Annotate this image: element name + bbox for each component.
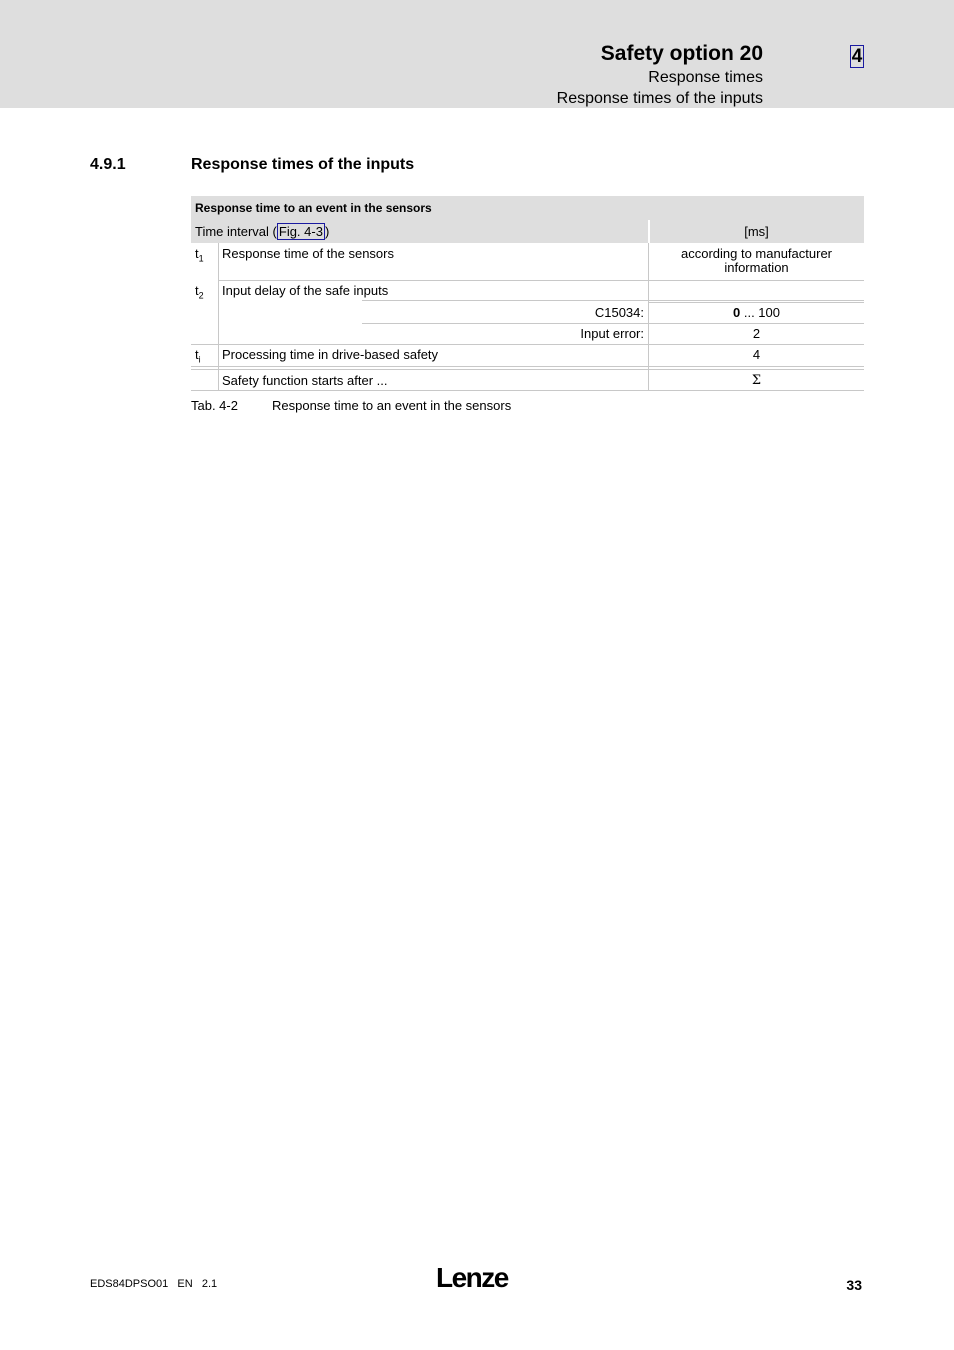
subrow-label-input-error: Input error: — [580, 326, 644, 341]
row-value-sensor-response-2: information — [724, 260, 789, 275]
row-label-sensor-response: Response time of the sensors — [222, 246, 394, 261]
header-subtitle: Response times — [648, 69, 763, 86]
row-value-processing-time: 4 — [752, 347, 761, 362]
subrow-value-input-error: 2 — [752, 326, 761, 341]
row-value-sum: Σ — [751, 373, 762, 388]
symbol-t1: $t_1$ — [195, 246, 204, 264]
fig-4-3-link[interactable]: Fig. 4-3 — [278, 224, 323, 239]
header-title: Safety option 20 — [600, 42, 763, 65]
table-title: Response time to an event in the sensors — [195, 201, 432, 215]
section-title: Response times of the inputs — [191, 156, 415, 173]
column-header-time-interval: Time interval ( Fig. 4-3 ) — [195, 224, 330, 239]
row-value-sensor-response-1: according to manufacturer — [680, 246, 833, 261]
page-number: 33 — [846, 1277, 862, 1293]
symbol-ti: $t_i$ — [195, 347, 201, 365]
chapter-link[interactable]: 4 — [851, 46, 863, 67]
subrow-label-c15034: C15034: — [594, 305, 644, 320]
table-caption-text: Response time to an event in the sensors — [272, 398, 512, 413]
section-number: 4.9.1 — [90, 156, 126, 173]
column-header-unit: [ms] — [744, 224, 769, 239]
table-caption-label: Tab. 4-2 — [191, 398, 238, 413]
subrow-value-c15034: 0 ... 100 — [733, 305, 780, 320]
row-label-safety-function-start: Safety function starts after ... — [222, 373, 388, 388]
page-header-band — [0, 0, 954, 108]
footer-doc-id: EDS84DPSO01 EN 2.1 — [90, 1278, 218, 1290]
symbol-t2: $t_2$ — [195, 283, 204, 301]
lenze-logo: Lenze — [436, 1262, 508, 1293]
header-subsubtitle: Response times of the inputs — [556, 90, 763, 107]
row-label-input-delay: Input delay of the safe inputs — [222, 283, 389, 298]
row-label-processing-time: Processing time in drive-based safety — [222, 347, 439, 362]
